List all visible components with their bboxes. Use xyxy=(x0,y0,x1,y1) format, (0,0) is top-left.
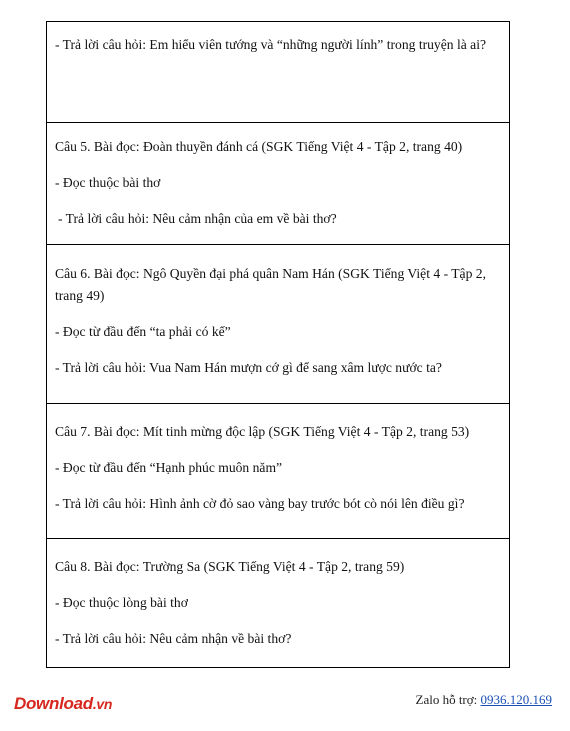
zalo-support-contact xyxy=(416,692,553,708)
question-title: Câu 6. Bài đọc: Ngô Quyền đại phá quân Nam Hán (SGK Tiếng Việt 4 - Tập 2, trang 49) xyxy=(55,266,486,303)
download-vn-logo[interactable] xyxy=(14,694,112,714)
support-phone-link[interactable]: 0936.120.169 xyxy=(480,692,552,707)
instruction-line: - Trả lời câu hỏi: Nêu cảm nhận về bài thơ? xyxy=(55,631,292,646)
instruction-line: - Đọc từ đầu đến “ta phải có kế” xyxy=(55,324,231,339)
question-cell-6 xyxy=(46,245,510,404)
question-title: Câu 8. Bài đọc: Trường Sa (SGK Tiếng Việt 4 - Tập 2, trang 59) xyxy=(55,559,405,574)
question-cell-8 xyxy=(46,539,510,668)
question-cell-4-continued xyxy=(46,21,510,123)
instruction-line: - Đọc từ đầu đến “Hạnh phúc muôn năm” xyxy=(55,460,283,475)
instruction-line: - Đọc thuộc lòng bài thơ xyxy=(55,595,188,610)
instruction-line: - Đọc thuộc bài thơ xyxy=(55,175,161,190)
instruction-line: - Trả lời câu hỏi: Hình ảnh cờ đỏ sao vàng bay trước bót cò nói lên điều gì? xyxy=(55,496,465,511)
contact-label: Zalo hỗ trợ: xyxy=(415,692,481,707)
logo-tld-text: .vn xyxy=(92,696,113,712)
question-title: Câu 7. Bài đọc: Mít tinh mừng độc lập (SGK Tiếng Việt 4 - Tập 2, trang 53) xyxy=(55,424,470,439)
instruction-line: - Trả lời câu hỏi: Nêu cảm nhận của em về bài thơ? xyxy=(58,211,337,226)
instruction-line: - Trả lời câu hỏi: Em hiểu viên tướng và “những người lính” trong truyện là ai? xyxy=(55,37,487,52)
question-cell-5 xyxy=(46,123,510,245)
instruction-line: - Trả lời câu hỏi: Vua Nam Hán mượn cớ gì để sang xâm lược nước ta? xyxy=(55,360,442,375)
question-cell-7 xyxy=(46,404,510,539)
question-title: Câu 5. Bài đọc: Đoàn thuyền đánh cá (SGK Tiếng Việt 4 - Tập 2, trang 40) xyxy=(55,139,463,154)
logo-main-text: Download xyxy=(14,694,93,713)
exam-question-table xyxy=(46,21,510,668)
